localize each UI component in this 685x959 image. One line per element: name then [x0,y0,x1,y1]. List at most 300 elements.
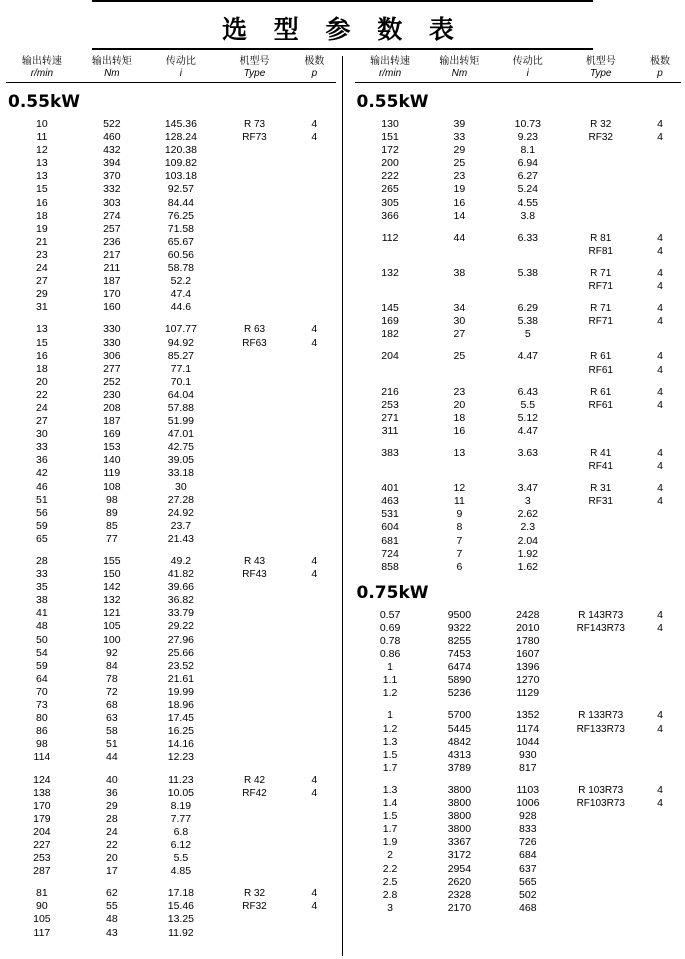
cell-poles [639,810,681,823]
cell-output-torque: 18 [453,411,466,424]
table-row [6,275,336,288]
cell-poles: 4 [657,302,663,315]
table-row [355,364,682,377]
cell-poles [293,389,335,402]
cell-output-speed: 11 [36,131,48,144]
cell-output-torque: 3367 [447,836,472,849]
cell-poles [293,249,335,262]
cell-model-type [216,363,293,376]
cell-output-speed: 112 [381,231,399,244]
table-row [6,660,336,673]
cell-poles [639,561,681,574]
cell-output-torque: 5700 [447,709,472,722]
table-row [355,863,682,876]
table-row [355,810,682,823]
cell-output-speed: 124 [33,773,51,786]
cell-ratio: 109.82 [164,157,197,170]
cell-poles: 4 [311,568,318,581]
cell-ratio: 16.25 [167,725,195,738]
header-ratio [146,56,216,80]
cell-model-type [562,889,639,902]
cell-ratio: 17.18 [167,887,195,900]
header-poles-unit: p [657,68,663,79]
cell-output-torque: 14 [453,209,466,222]
table-row [355,635,682,648]
cell-output-torque: 150 [103,568,121,581]
cell-model-type: R 32 [243,888,266,900]
right-table-header [355,56,682,81]
cell-model-type: RF61 [588,399,613,411]
cell-model-type [216,441,293,454]
cell-poles [293,350,335,363]
table-row [355,412,682,425]
cell-ratio: 94.92 [167,336,195,349]
cell-ratio: 1270 [516,674,540,687]
cell-model-type: RF31 [588,496,613,508]
cell-model-type [216,275,293,288]
cell-poles [293,288,335,301]
cell-output-speed: 80 [36,712,48,725]
cell-output-torque: 332 [103,183,121,196]
cell-output-speed: 98 [36,738,48,751]
table-row [6,581,336,594]
cell-output-torque: 24 [106,825,118,838]
cell-poles: 4 [657,385,663,398]
cell-poles [639,183,681,196]
cell-model-type [216,183,293,196]
table-row [6,594,336,607]
cell-model-type [562,635,639,648]
table-row [355,797,682,810]
cell-ratio: 1044 [516,735,540,748]
cell-output-speed: 70 [36,685,48,698]
left-table-header [6,56,336,81]
cell-poles: 4 [657,460,663,473]
table-row [355,386,682,399]
table-row [355,447,682,460]
cell-model-type [216,467,293,480]
cell-model-type [216,865,293,878]
cell-output-torque: 20 [453,398,466,411]
cell-output-speed: 0.86 [379,648,401,661]
cell-model-type: R 133R73 [578,710,624,722]
cell-poles [293,852,335,865]
cell-ratio: 2428 [516,608,540,621]
table-row [355,508,682,521]
cell-poles: 4 [311,131,318,144]
cell-output-speed: 117 [33,926,51,939]
cell-ratio: 8.19 [170,799,192,812]
cell-ratio: 5.5 [520,398,536,411]
cell-output-torque: 370 [103,170,121,183]
cell-model-type [216,507,293,520]
table-row [355,302,682,315]
cell-output-torque: 8255 [447,635,472,647]
cell-output-speed: 138 [33,786,51,799]
header-poles [639,56,681,80]
cell-output-torque: 23 [453,385,466,398]
cell-output-speed: 12 [36,144,48,157]
header-ratio-label: 传动比 [512,56,543,67]
table-row [6,157,336,170]
table-row [6,350,336,363]
cell-model-type [216,301,293,314]
cell-poles [293,533,335,546]
cell-output-torque: 55 [106,900,118,913]
cell-ratio: 120.38 [164,144,197,157]
cell-output-speed: 50 [36,633,48,646]
cell-poles [293,699,335,712]
cell-output-torque: 2170 [447,901,472,914]
cell-output-speed: 1 [387,709,393,722]
cell-output-speed: 20 [36,375,48,388]
cell-output-torque: 89 [106,506,118,519]
cell-output-speed: 531 [381,508,399,521]
header-model-type [562,56,639,80]
cell-model-type [562,876,639,889]
cell-output-speed: 1.5 [382,748,398,761]
cell-poles [639,849,681,862]
cell-poles: 4 [311,336,318,349]
header-output-speed-label: 输出转速 [370,56,411,67]
cell-ratio: 76.25 [167,209,195,222]
cell-model-type: RF32 [588,132,613,144]
cell-ratio: 4.55 [517,196,538,209]
cell-poles [639,548,681,561]
cell-poles: 4 [657,131,663,144]
cell-model-type [216,852,293,865]
cell-output-torque: 169 [103,428,121,441]
cell-ratio: 47.01 [167,428,195,441]
cell-ratio: 1006 [516,797,540,810]
cell-model-type [216,170,293,183]
cell-ratio: 1352 [516,709,540,722]
cell-ratio: 1174 [516,722,540,735]
cell-ratio: 6.8 [173,825,189,838]
table-row [355,210,682,223]
table-row [355,267,682,280]
cell-model-type [216,223,293,236]
cell-output-torque: 39 [453,118,466,130]
block-spacer [355,438,682,447]
cell-ratio: 833 [519,823,537,836]
cell-output-torque: 432 [103,144,121,157]
cell-ratio: 5 [524,328,531,341]
cell-output-torque: 140 [103,454,121,467]
cell-ratio [493,280,562,293]
table-row [355,131,682,144]
table-row [6,800,336,813]
cell-output-speed: 56 [36,506,48,519]
cell-output-speed: 311 [381,424,399,437]
table-row [6,927,336,940]
cell-output-speed: 2 [387,849,393,862]
cell-output-speed: 132 [381,266,399,279]
cell-output-speed: 604 [381,521,399,534]
cell-output-speed: 35 [36,581,48,594]
cell-output-torque: 155 [103,555,121,567]
cell-poles [293,428,335,441]
cell-ratio: 4.47 [517,350,538,363]
block-spacer [355,473,682,482]
table-row [6,686,336,699]
cell-ratio: 92.57 [167,183,195,196]
cell-output-torque: 394 [103,157,121,170]
cell-poles [293,415,335,428]
cell-model-type [216,634,293,647]
cell-output-torque: 5445 [447,722,472,735]
header-model-type-label: 机型号 [585,56,616,67]
header-ratio-label: 传动比 [165,56,196,67]
cell-output-speed: 204 [381,350,399,363]
cell-poles [293,826,335,839]
cell-poles [293,751,335,764]
cell-output-speed: 1 [387,661,393,674]
cell-model-type [562,561,639,574]
cell-poles [293,712,335,725]
cell-poles [639,889,681,902]
cell-model-type [216,673,293,686]
cell-poles [639,210,681,223]
table-row [355,661,682,674]
table-row [6,131,336,144]
cell-ratio: 5.24 [517,183,538,196]
cell-ratio: 71.58 [167,222,195,235]
cell-model-type: RF32 [242,901,267,913]
cell-poles [639,157,681,170]
table-row [355,245,682,258]
table-row [6,389,336,402]
cell-output-torque: 16 [453,424,466,437]
cell-poles [293,236,335,249]
table-row [355,315,682,328]
cell-output-speed: 1.7 [382,761,398,774]
cell-output-speed: 27 [36,415,48,428]
table-row [355,561,682,574]
cell-output-speed: 172 [381,144,399,157]
cell-poles [293,647,335,660]
cell-output-torque: 187 [103,415,121,428]
table-row [6,738,336,751]
block-spacer [6,765,336,774]
cell-output-torque: 211 [103,262,121,275]
cell-output-speed: 130 [381,118,399,130]
cell-output-speed: 48 [36,620,48,633]
table-row [6,236,336,249]
cell-poles [293,927,335,940]
cell-ratio: 14.16 [167,738,195,751]
cell-model-type: RF63 [242,337,267,349]
cell-ratio: 21.61 [167,672,195,685]
cell-output-torque: 19 [453,183,466,196]
cell-poles [293,913,335,926]
cell-ratio [493,245,562,258]
cell-poles [293,494,335,507]
cell-poles [293,301,335,314]
table-row [355,548,682,561]
cell-ratio: 19.99 [167,685,195,698]
cell-ratio: 23.7 [170,519,192,532]
cell-poles [293,594,335,607]
cell-output-torque [426,280,493,293]
cell-ratio: 2.3 [520,521,536,534]
cell-poles [293,839,335,852]
cell-poles: 4 [657,709,663,722]
table-row [6,725,336,738]
cell-output-torque: 34 [453,302,466,315]
cell-output-speed: 27 [36,275,48,288]
cell-model-type: R 32 [590,119,612,130]
cell-poles [639,648,681,661]
table-row [355,609,682,622]
cell-model-type: RF133R73 [576,723,625,735]
table-row [6,900,336,913]
cell-model-type: R 63 [243,324,266,336]
cell-poles [293,376,335,389]
cell-output-torque [426,460,493,473]
cell-model-type [562,849,639,862]
cell-ratio: 27.28 [167,493,195,506]
table-row [6,634,336,647]
cell-model-type [216,428,293,441]
cell-poles [639,197,681,210]
cell-output-speed: 182 [381,328,399,341]
cell-poles [293,170,335,183]
header-output-torque-label: 输出转矩 [439,56,480,67]
cell-poles [293,144,335,157]
cell-ratio: 3.8 [520,209,536,222]
table-row [355,749,682,762]
block-spacer [6,878,336,887]
cell-model-type [562,197,639,210]
cell-output-torque: 48 [106,913,118,926]
cell-poles: 4 [657,231,663,244]
cell-output-speed [355,245,426,258]
cell-output-speed: 169 [381,315,399,328]
cell-output-torque: 78 [106,672,118,685]
cell-ratio: 36.82 [167,594,195,607]
table-row [355,902,682,915]
cell-ratio: 60.56 [167,248,195,261]
cell-poles [293,183,335,196]
cell-output-torque: 108 [103,480,121,493]
cell-output-torque: 40 [106,773,118,786]
cell-output-speed: 90 [36,900,48,913]
cell-ratio: 12.23 [167,751,195,764]
cell-output-speed: 1.3 [382,735,398,748]
cell-ratio: 468 [519,901,537,914]
cell-model-type [216,249,293,262]
cell-ratio: 23.52 [167,659,195,672]
table-row [355,144,682,157]
table-row [355,399,682,412]
header-model-type [216,56,293,80]
cell-output-torque: 51 [106,738,118,751]
cell-ratio: 65.67 [167,235,195,248]
cell-output-torque: 5890 [447,674,472,687]
cell-model-type [216,402,293,415]
table-row [355,535,682,548]
cell-output-torque: 2328 [447,888,472,901]
cell-output-torque: 252 [103,375,121,388]
cell-poles: 4 [657,783,663,796]
cell-model-type [562,762,639,775]
table-row [6,262,336,275]
cell-model-type: R 61 [590,351,612,363]
table-row [355,157,682,170]
table-row [355,709,682,722]
cell-output-speed: 16 [36,349,48,362]
cell-output-torque: 230 [103,388,121,401]
cell-output-torque: 13 [453,446,466,459]
cell-ratio: 1129 [516,687,540,700]
header-output-torque [426,56,493,80]
block-spacer [355,377,682,386]
cell-output-speed: 18 [36,362,48,375]
cell-model-type [562,157,639,170]
header-ratio-unit: i [179,68,182,79]
table-row [355,836,682,849]
table-row [6,607,336,620]
cell-model-type: RF42 [242,787,267,799]
cell-ratio [493,364,562,377]
table-row [6,647,336,660]
table-row [355,170,682,183]
cell-model-type [216,376,293,389]
cell-output-speed: 222 [381,170,399,183]
table-row [355,889,682,902]
cell-model-type [216,157,293,170]
cell-output-speed: 36 [36,454,48,467]
cell-poles [293,660,335,673]
cell-ratio: 17.45 [167,712,195,725]
table-row [355,762,682,775]
cell-output-speed: 21 [36,235,48,248]
cell-poles [293,800,335,813]
cell-output-torque: 4842 [447,735,472,748]
cell-output-torque: 92 [106,646,118,659]
cell-output-torque: 25 [453,350,466,363]
cell-output-torque: 303 [103,196,121,209]
header-output-torque-label: 输出转矩 [91,56,132,67]
cell-ratio: 42.75 [167,441,195,454]
block-spacer [355,700,682,709]
cell-output-torque: 38 [453,266,466,279]
block-spacer [355,775,682,784]
cell-output-torque: 9322 [447,621,472,634]
table-row [355,687,682,700]
block-spacer [6,314,336,323]
cell-ratio: 817 [519,761,537,774]
header-model-type-unit: Type [589,68,612,79]
cell-ratio: 84.44 [167,196,195,209]
cell-model-type [216,288,293,301]
cell-output-speed: 1.7 [382,823,398,836]
cell-output-torque: 330 [103,336,121,349]
table-row [6,520,336,533]
cell-poles [639,863,681,876]
cell-output-speed: 41 [36,607,48,620]
header-output-speed [355,56,426,80]
cell-output-torque: 160 [103,301,121,314]
cell-output-torque: 9 [456,508,463,521]
cell-model-type: RF71 [588,281,613,293]
table-row [6,376,336,389]
cell-poles [293,620,335,633]
cell-model-type: RF81 [588,245,613,257]
cell-output-speed: 179 [33,812,51,825]
cell-ratio: 5.38 [517,315,538,328]
